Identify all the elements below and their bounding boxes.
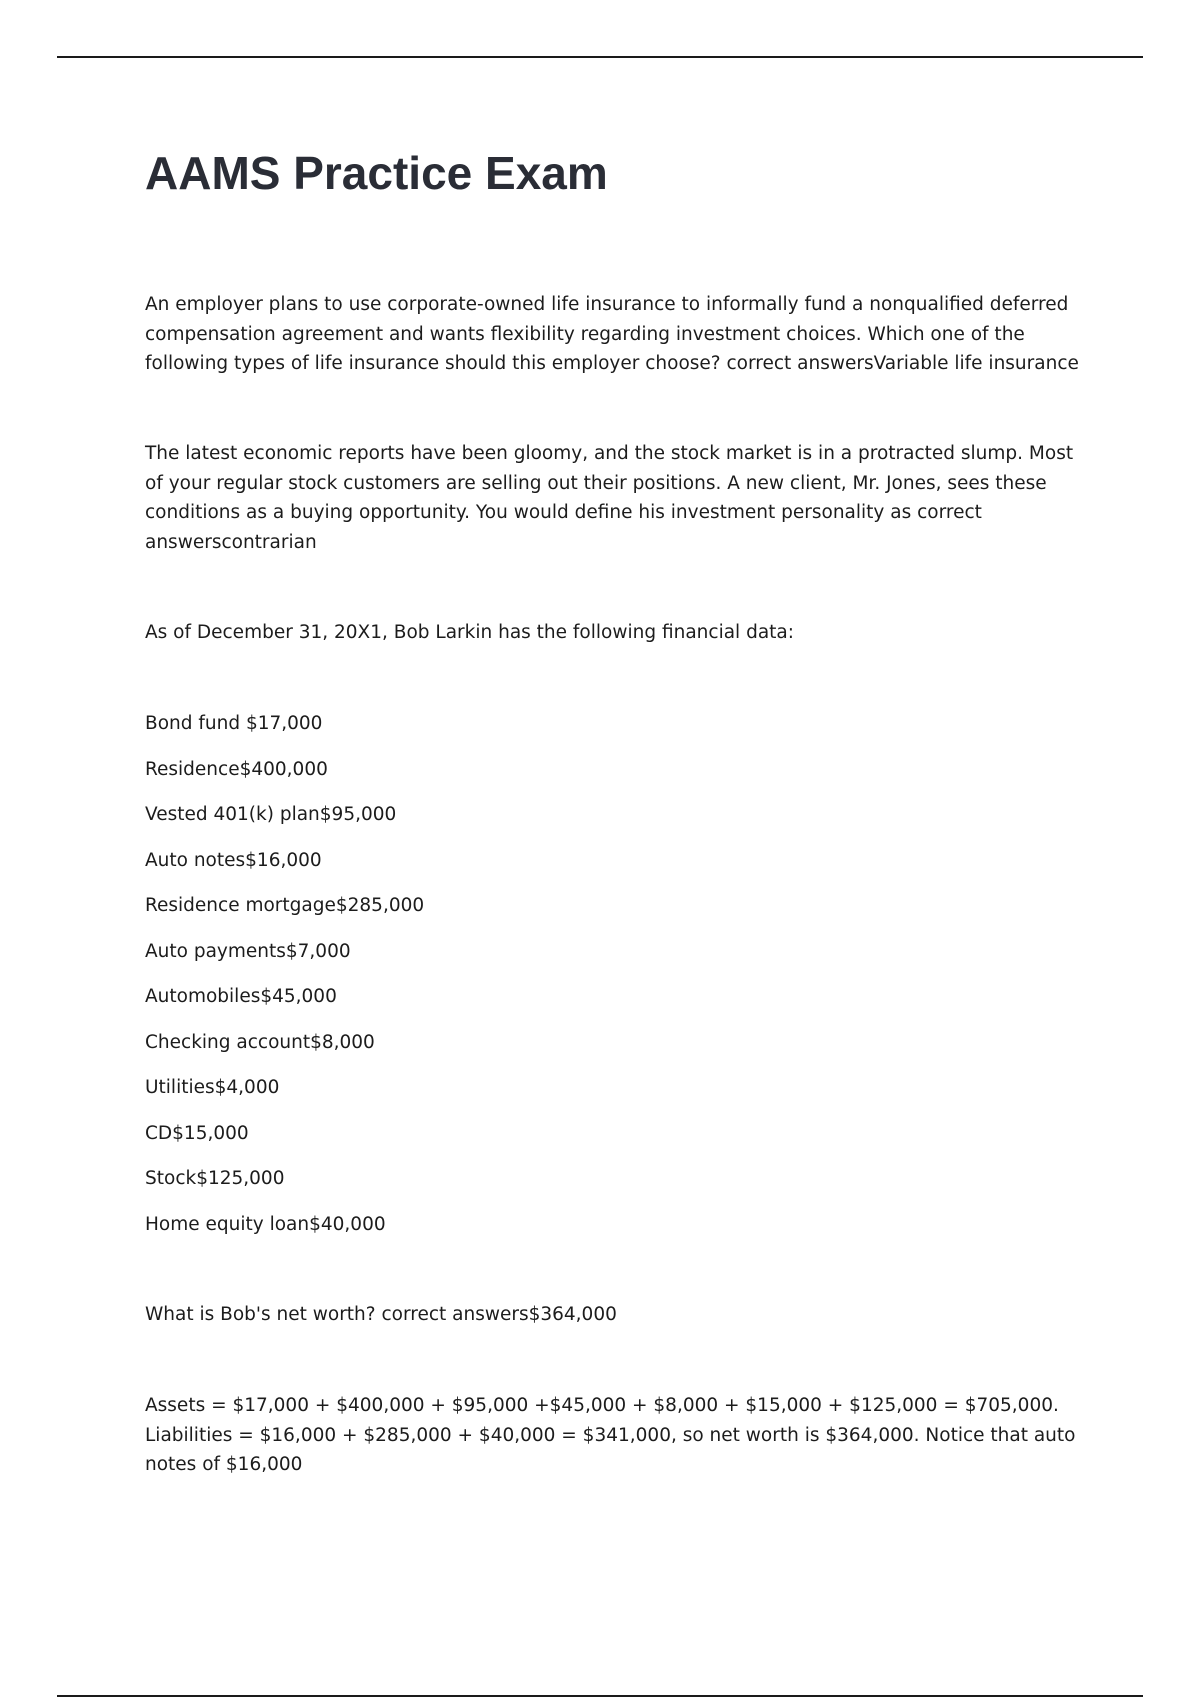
financial-data-list — [145, 709, 424, 1255]
financial-item-cd: CD$15,000 — [145, 1122, 249, 1144]
question-2: The latest economic reports have been gloomy, and the stock market is in a protracted slump. Most of your regular stock customers are selling out their positions. A new client, Mr. Jones, sees these conditions as a buying opportunity. You would define his investment personality as correct answerscontrarian — [145, 443, 1074, 553]
financial-item-residence-mortgage: Residence mortgage$285,000 — [145, 895, 425, 916]
question-3: What is Bob's net worth? correct answers$364,000 — [145, 1304, 617, 1325]
bottom-divider — [57, 1695, 1143, 1697]
financial-item-auto-payments: Auto payments$7,000 — [145, 940, 351, 962]
financial-item-residence: Residence$400,000 — [145, 758, 328, 780]
financial-item-bond-fund: Bond fund $17,000 — [145, 713, 323, 734]
financial-item-checking-account: Checking account$8,000 — [145, 1031, 375, 1053]
financial-data-intro: As of December 31, 20X1, Bob Larkin has the following financial data: — [145, 622, 794, 643]
financial-item-automobiles: Automobiles$45,000 — [145, 986, 337, 1007]
financial-item-stock: Stock$125,000 — [145, 1168, 285, 1189]
answer-explanation: Assets = $17,000 + $400,000 + $95,000 +$45,000 + $8,000 + $15,000 + $125,000 = $705,000. Liabilities = $16,000 + $285,000 + $40,000 = $341,000, so net worth is $364,000. Notice that auto notes of $16,000 — [145, 1395, 1076, 1475]
financial-item-home-equity-loan: Home equity loan$40,000 — [145, 1213, 386, 1235]
page-title: AAMS Practice Exam — [145, 147, 608, 199]
financial-item-401k: Vested 401(k) plan$95,000 — [145, 804, 397, 825]
financial-item-auto-notes: Auto notes$16,000 — [145, 849, 322, 871]
top-divider — [57, 56, 1143, 58]
financial-item-utilities: Utilities$4,000 — [145, 1077, 280, 1098]
question-1: An employer plans to use corporate-owned life insurance to informally fund a nonqualified deferred compensation agreement and wants flexibility regarding investment choices. Which one of the following types of life insurance should this employer choose? correct answersVariable life insurance — [145, 294, 1079, 374]
